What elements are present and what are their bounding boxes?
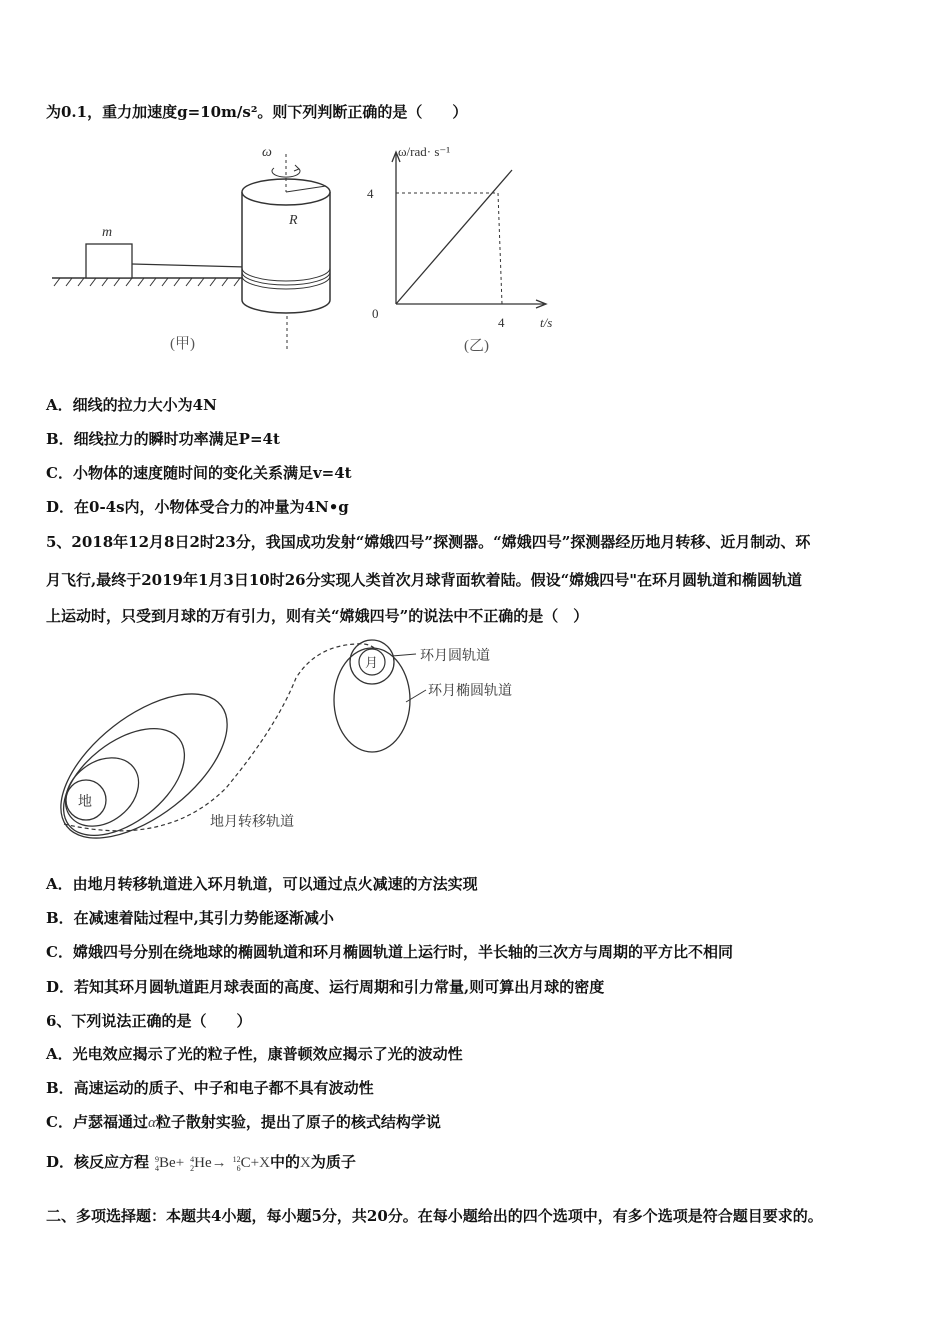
q5-option-a: A．由地月转移轨道进入环月轨道，可以通过点火减速的方法实现 — [46, 875, 478, 893]
nuclide-c: 12 6C — [232, 1154, 251, 1173]
q6-option-c-post: 粒子散射实验，提出了原子的核式结构学说 — [155, 1113, 441, 1131]
reaction-arrow: → — [211, 1155, 227, 1171]
radius-label: R — [289, 213, 298, 228]
graph-line — [396, 170, 512, 304]
graph-origin: 0 — [372, 306, 379, 321]
q4-option-d: D．在0-4s内，小物体受合力的冲量为4N•g — [46, 498, 349, 516]
nuclide-he: 4 2He — [190, 1154, 212, 1173]
caption-yi: (乙) — [464, 338, 489, 354]
q6-option-d — [46, 1152, 356, 1173]
moon-label: 月 — [365, 655, 379, 670]
graph-xtick: 4 — [498, 315, 505, 330]
q6-option-d-pre: D．核反应方程 — [46, 1153, 150, 1171]
transfer-orbit-label: 地月转移轨道 — [210, 815, 294, 830]
particle-x: X — [259, 1155, 270, 1171]
q5-orbit-figure — [46, 638, 546, 843]
plus-sign-1: + — [175, 1155, 185, 1171]
alpha-symbol: α — [147, 1115, 156, 1131]
graph-dash-v — [498, 193, 502, 304]
section-2-heading: 二、多项选择题：本题共4小题，每小题5分，共20分。在每小题给出的四个选项中，有多个选项是符合题目要求的。 — [46, 1207, 823, 1225]
caption-jia: (甲) — [170, 336, 195, 352]
q5-stem-line-3: 上运动时，只受到月球的万有引力，则有关“嫦娥四号”的说法中不正确的是（ ） — [46, 607, 589, 625]
q6-option-d-mid: 中的 — [269, 1153, 300, 1171]
q6-option-c-pre: C．卢瑟福通过 — [46, 1113, 148, 1131]
mass-label: m — [102, 225, 113, 240]
transfer-orbit — [64, 644, 380, 831]
q6-option-a: A．光电效应揭示了光的粒子性，康普顿效应揭示了光的波动性 — [46, 1045, 463, 1063]
q6-option-b: B．高速运动的质子、中子和电子都不具有波动性 — [46, 1079, 374, 1097]
earth-label: 地 — [78, 795, 92, 810]
earth-orbit-middle — [46, 707, 204, 843]
q6-stem: 6、下列说法正确的是（ ） — [46, 1012, 252, 1030]
q5-option-b: B．在减速着陆过程中,其引力势能逐渐减小 — [46, 909, 334, 927]
q4-option-b: B．细线拉力的瞬时功率满足P=4t — [46, 430, 280, 448]
graph-ytick: 4 — [367, 186, 374, 201]
omega-label: ω — [262, 145, 272, 160]
q5-option-d: D．若知其环月圆轨道距月球表面的高度、运行周期和引力常量,则可算出月球的密度 — [46, 978, 605, 996]
ground-hatch — [54, 278, 240, 286]
q5-stem-line-1: 5、2018年12月8日2时23分，我国成功发射“嫦娥四号”探测器。“嫦娥四号”探测器经历地月转移、近月制动、环 — [46, 533, 811, 551]
q5-stem-line-2: 月飞行,最终于2019年1月3日10时26分实现人类首次月球背面软着陆。假设“嫦娥四号"在环月圆轨道和椭圆轨道 — [46, 571, 803, 589]
graph-ylabel: ω/rad· s⁻¹ — [398, 144, 451, 159]
q6-option-d-post: 为质子 — [310, 1153, 356, 1171]
graph-xlabel: t/s — [540, 315, 553, 330]
elliptical-orbit-label: 环月椭圆轨道 — [428, 684, 512, 699]
q4-option-c: C．小物体的速度随时间的变化关系满足v=4t — [46, 464, 352, 482]
nuclide-be: 9 4Be — [155, 1154, 176, 1173]
plus-sign-2: + — [250, 1155, 260, 1171]
q6-option-c — [46, 1112, 441, 1133]
q5-option-c: C．嫦娥四号分别在绕地球的椭圆轨道和环月椭圆轨道上运行时，半长轴的三次方与周期的平方比不相同 — [46, 943, 733, 961]
block-m — [86, 244, 132, 278]
particle-x-2: X — [300, 1155, 311, 1171]
string — [132, 264, 246, 267]
q4-stem: 为0.1，重力加速度g=10m/s²。则下列判断正确的是（ ） — [46, 103, 468, 121]
circular-orbit-label: 环月圆轨道 — [420, 649, 490, 664]
q4-option-a: A．细线的拉力大小为4N — [46, 396, 217, 414]
q4-figure — [46, 140, 586, 365]
cylinder-body — [242, 192, 330, 313]
